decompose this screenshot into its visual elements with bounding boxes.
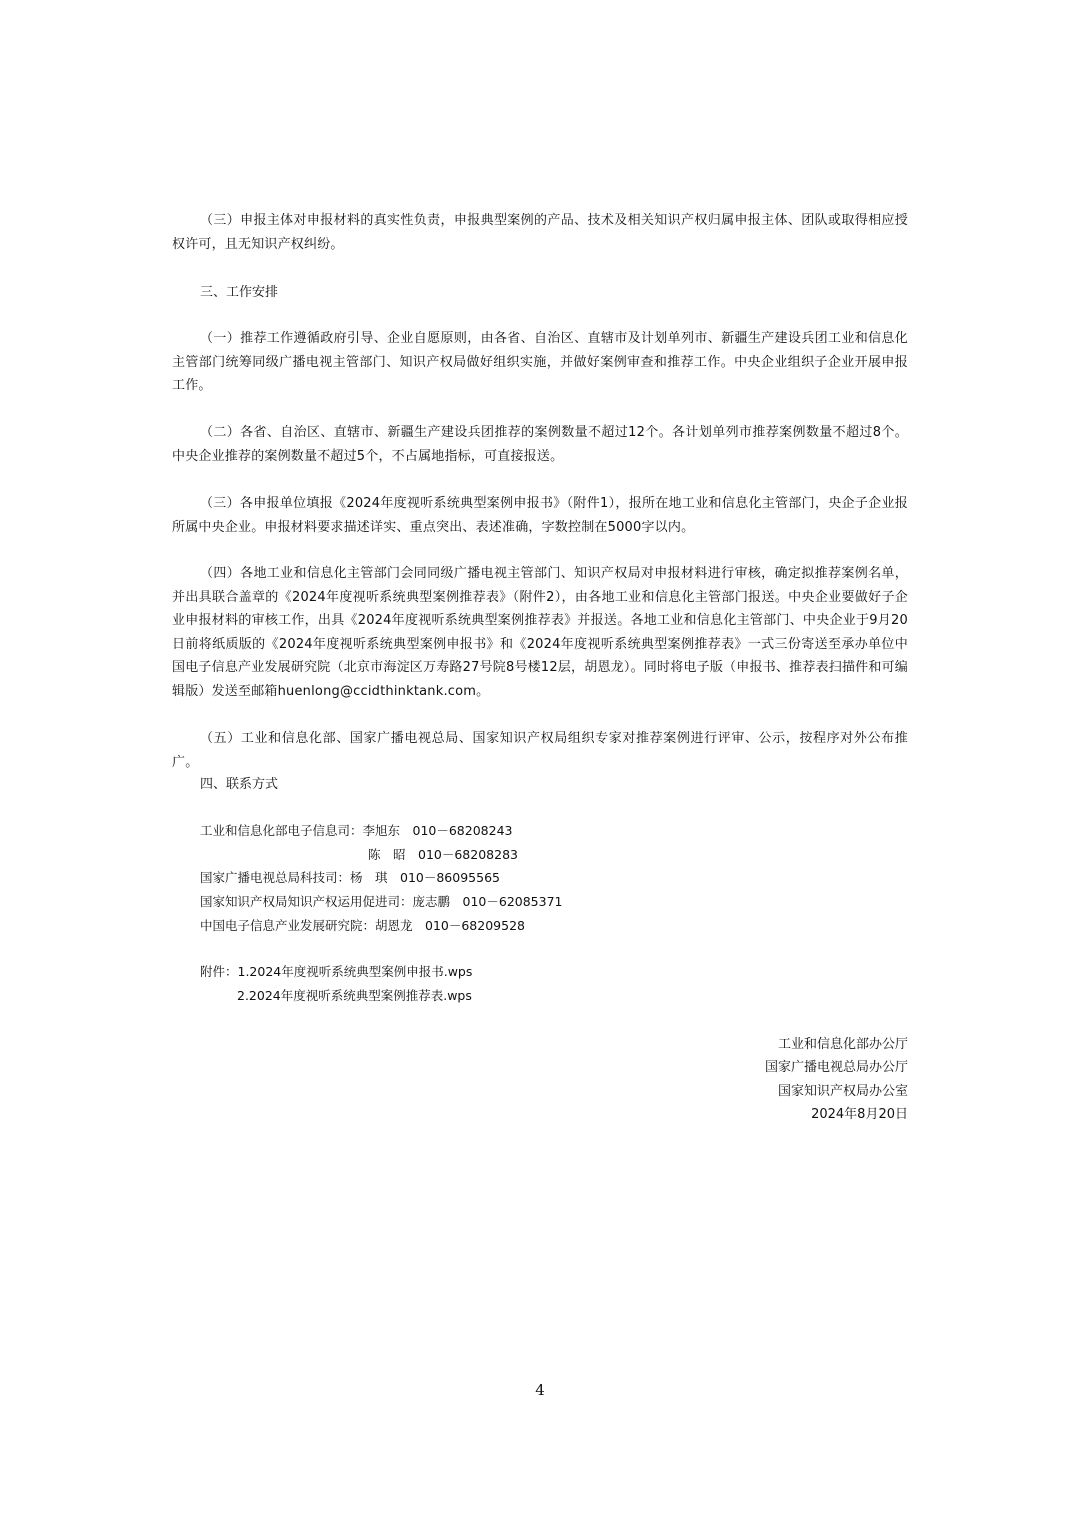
paragraph-review-submission: （四）各地工业和信息化主管部门会同同级广播电视主管部门、知识产权局对申报材料进行审核，确定拟推荐案例名单，并出具联合盖章的《2024年度视听系统典型案例推荐表》（附件2），由各地工业和信息化主管部门报送。中央企业要做好子企业申报材料的审核工作，出具《2024年度视听系统典型案例推荐表》并报送。各地工业和信息化主管部门、中央企业于9月20日前将纸质版的《2024年度视听系统典型案例申报书》和《2024年度视听系统典型案例推荐表》一式三份寄送至承办单位中国电子信息产业发展研究院（北京市海淀区万寿路27号院8号楼12层，胡恩龙）。同时将电子版（申报书、推荐表扫描件和可编辑版）发送至邮箱huenlong@ccidthinktank.com。 (172, 566, 908, 699)
paragraph-expert-review: （五）工业和信息化部、国家广播电视总局、国家知识产权局组织专家对推荐案例进行评审、公示，按程序对外公布推广。 (172, 731, 908, 770)
attachment-line-2: 2.2024年度视听系统典型案例推荐表.wps (237, 988, 472, 1003)
contact-line-ccid: 中国电子信息产业发展研究院：胡恩龙 010－68209528 (200, 918, 525, 933)
contact-line-miit-second: 陈 昭 010－68208283 (368, 847, 518, 862)
signature-cnipa-office: 国家知识产权局办公室 (777, 1084, 908, 1099)
paragraph-recommendation-principle: （一）推荐工作遵循政府引导、企业自愿原则，由各省、自治区、直辖市及计划单列市、新疆生产建设兵团工业和信息化主管部门统筹同级广播电视主管部门、知识产权局做好组织实施，并做好案例审查和推荐工作。中央企业组织子企业开展申报工作。 (172, 331, 908, 393)
contact-line-miit: 工业和信息化部电子信息司：李旭东 010－68208243 (200, 823, 513, 838)
paragraph-authenticity: （三）申报主体对申报材料的真实性负责，申报典型案例的产品、技术及相关知识产权归属申报主体、团队或取得相应授权许可，且无知识产权纠纷。 (172, 213, 908, 252)
signature-nrta-office: 国家广播电视总局办公厅 (764, 1060, 908, 1075)
signature-miit-office: 工业和信息化部办公厅 (777, 1037, 908, 1052)
page-number: 4 (535, 1381, 545, 1399)
paragraph-application-form: （三）各申报单位填报《2024年度视听系统典型案例申报书》（附件1），报所在地工业和信息化主管部门，央企子企业报所属中央企业。申报材料要求描述详实、重点突出、表述准确，字数控制在5000字以内。 (172, 496, 908, 535)
contact-line-nrta: 国家广播电视总局科技司：杨 琪 010－86095565 (200, 870, 500, 885)
paragraph-case-quota: （二）各省、自治区、直辖市、新疆生产建设兵团推荐的案例数量不超过12个。各计划单列市推荐案例数量不超过8个。中央企业推荐的案例数量不超过5个，不占属地指标，可直接报送。 (172, 425, 908, 464)
section-heading-contacts: 四、联系方式 (200, 777, 279, 792)
section-heading-work-arrangement: 三、工作安排 (200, 285, 279, 300)
attachment-line-1: 附件：1.2024年度视听系统典型案例申报书.wps (200, 964, 473, 979)
signature-date: 2024年8月20日 (811, 1107, 908, 1122)
contact-line-cnipa: 国家知识产权局知识产权运用促进司：庞志鹏 010－62085371 (200, 894, 563, 909)
